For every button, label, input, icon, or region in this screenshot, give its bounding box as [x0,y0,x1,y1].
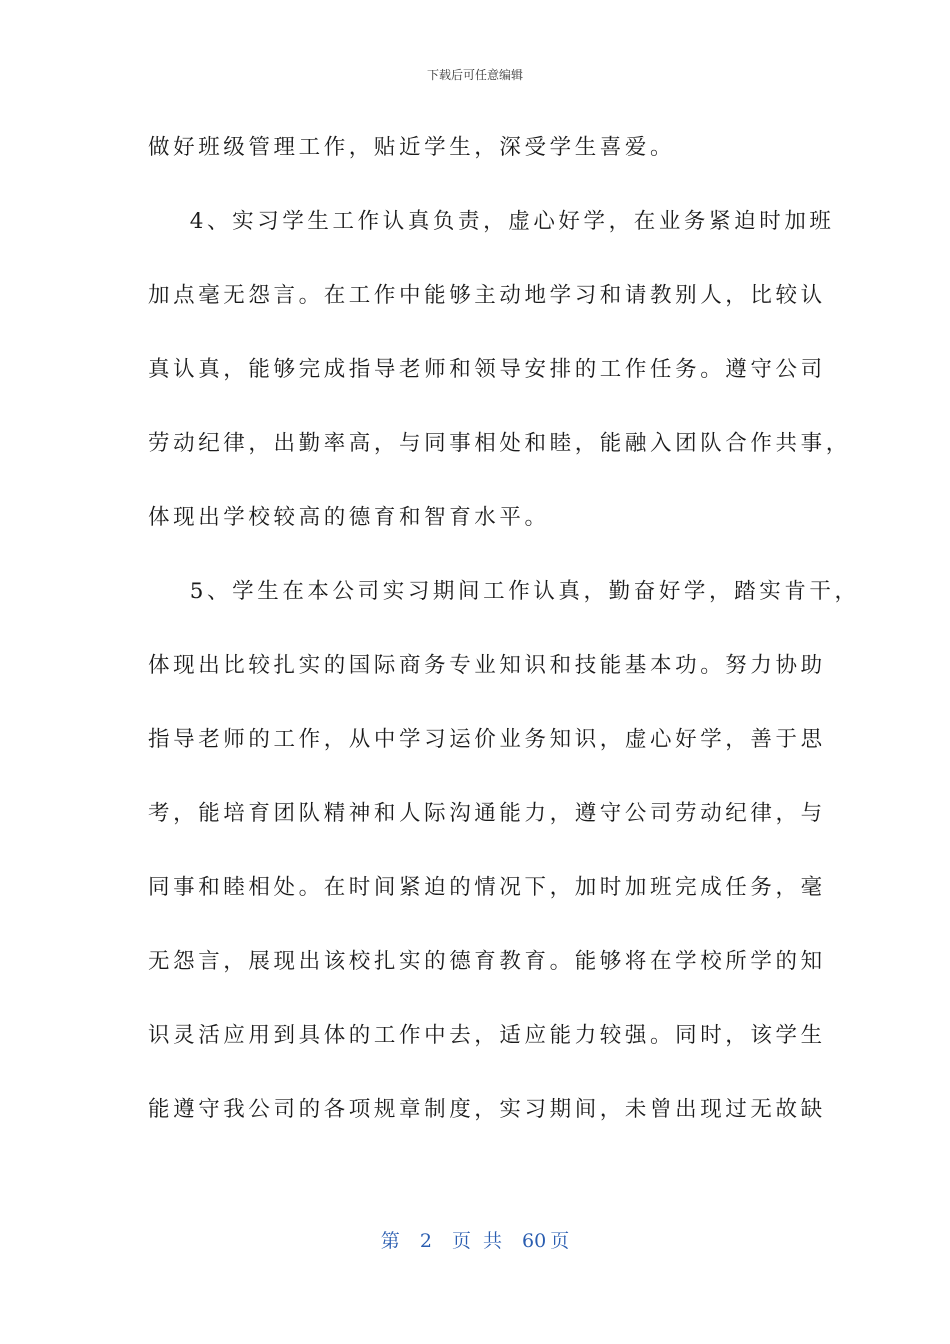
text-line: 无怨言，展现出该校扎实的德育教育。能够将在学校所学的知 [148,949,826,974]
text-line: 加点毫无怨言。在工作中能够主动地学习和请教别人，比较认 [148,283,826,308]
text-line: 体现出学校较高的德育和智育水平。 [148,505,550,530]
footer-middle: 页 共 [451,1230,502,1252]
text-line: 4、实习学生工作认真负责，虚心好学，在业务紧迫时加班 [148,209,835,234]
page-footer [0,1226,950,1253]
text-line: 真认真，能够完成指导老师和领导安排的工作任务。遵守公司 [148,357,826,382]
page-header: 下载后可任意编辑 [426,68,523,82]
text-line: 同事和睦相处。在时间紧迫的情况下，加时加班完成任务，毫 [148,875,826,900]
footer-prefix: 第 [380,1230,400,1252]
total-pages-number: 60 [522,1230,547,1252]
text-line: 劳动纪律，出勤率高，与同事相处和睦，能融入团队合作共事， [148,431,851,456]
text-line: 5、学生在本公司实习期间工作认真，勤奋好学，踏实肯干， [148,579,860,604]
text-line: 识灵活应用到具体的工作中去，适应能力较强。同时，该学生 [148,1023,826,1048]
text-line: 能遵守我公司的各项规章制度，实习期间，未曾出现过无故缺 [148,1097,826,1122]
text-line: 考，能培育团队精神和人际沟通能力，遵守公司劳动纪律，与 [148,801,826,826]
document-body [148,129,860,1165]
current-page-number: 2 [419,1230,432,1252]
text-line: 指导老师的工作，从中学习运价业务知识，虚心好学，善于思 [148,727,826,752]
text-line: 体现出比较扎实的国际商务专业知识和技能基本功。努力协助 [148,653,826,678]
text-line: 做好班级管理工作，贴近学生，深受学生喜爱。 [148,135,676,160]
footer-suffix: 页 [550,1230,570,1252]
